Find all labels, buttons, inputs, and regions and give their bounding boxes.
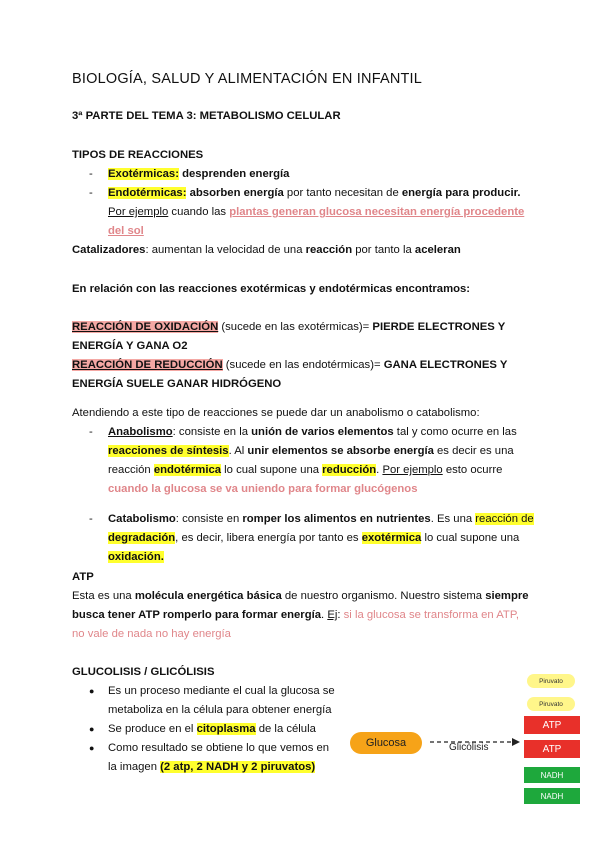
- anabolismo-line-3: reacción endotérmica lo cual supone una reducción. Por ejemplo esto ocurre: [108, 464, 503, 476]
- part-title: 3ª PARTE DEL TEMA 3: METABOLISMO CELULAR: [72, 110, 341, 122]
- atp-box: ATP: [524, 740, 580, 758]
- piruvato-box: Piruvato: [527, 697, 575, 711]
- anabolismo-line-1: Anabolismo: consiste en la unión de varios elementos tal y como ocurre en las: [108, 426, 517, 438]
- atp-line-3: no vale de nada no hay energía: [72, 628, 231, 640]
- atp-box: ATP: [524, 716, 580, 734]
- catabolismo-line-2: degradación, es decir, libera energía por tanto es exotérmica lo cual supone una: [108, 532, 520, 544]
- catabolismo-line-3: oxidación.: [108, 551, 164, 563]
- tipos-heading: TIPOS DE REACCIONES: [72, 149, 204, 161]
- dash-bullet: -: [89, 513, 93, 525]
- dash-bullet: -: [89, 426, 93, 438]
- exotermicas-item: Exotérmicas: desprenden energía: [108, 168, 290, 180]
- relacion-heading: En relación con las reacciones exotérmicas y endotérmicas encontramos:: [72, 283, 471, 295]
- atp-line-1: Esta es una molécula energética básica de nuestro organismo. Nuestro sistema siempre: [72, 590, 529, 602]
- glucolisis-item-3-cont: la imagen (2 atp, 2 NADH y 2 piruvatos): [108, 761, 316, 773]
- piruvato-box: Piruvato: [527, 674, 575, 688]
- dash-bullet: -: [89, 187, 93, 199]
- catalizadores-line: Catalizadores: aumentan la velocidad de una reacción por tanto la aceleran: [72, 244, 461, 256]
- nadh-box: NADH: [524, 788, 580, 804]
- nadh-box: NADH: [524, 767, 580, 783]
- bullet-icon: ●: [89, 686, 95, 696]
- reduccion-line-cont: ENERGÍA SUELE GANAR HIDRÓGENO: [72, 378, 282, 390]
- oxidacion-line: REACCIÓN DE OXIDACIÓN (sucede en las exotérmicas)= PIERDE ELECTRONES Y: [72, 321, 506, 333]
- atp-line-2: busca tener ATP romperlo para formar energía. Ej: si la glucosa se transforma en ATP,: [72, 609, 520, 621]
- glucosa-node: Glucosa: [350, 732, 422, 754]
- glucolisis-item-1-cont: metaboliza en la célula para obtener energía: [108, 704, 332, 716]
- reduccion-line: REACCIÓN DE REDUCCIÓN (sucede en las endotérmicas)= GANA ELECTRONES Y: [72, 359, 508, 371]
- glucolisis-item-1: Es un proceso mediante el cual la glucosa se: [108, 685, 335, 697]
- document-title: BIOLOGÍA, SALUD Y ALIMENTACIÓN EN INFANTIL: [72, 71, 423, 87]
- glucolisis-heading: GLUCOLISIS / GLICÓLISIS: [72, 666, 215, 678]
- atendiendo-line: Atendiendo a este tipo de reacciones se puede dar un anabolismo o catabolismo:: [72, 407, 480, 419]
- bullet-icon: ●: [89, 743, 95, 753]
- anabolismo-line-2: reacciones de síntesis. Al unir elementos se absorbe energía es decir es una: [108, 445, 514, 457]
- glucolisis-item-2: Se produce en el citoplasma de la célula: [108, 723, 316, 735]
- glicolisis-label: Glicólisis: [449, 742, 489, 753]
- oxidacion-line-cont: ENERGÍA Y GANA O2: [72, 340, 188, 352]
- endotermicas-item: Endotérmicas: absorben energía por tanto necesitan de energía para producir.: [108, 187, 521, 199]
- endotermicas-example: Por ejemplo cuando las plantas generan glucosa necesitan energía procedente: [108, 206, 525, 218]
- endotermicas-example-cont: del sol: [108, 225, 144, 237]
- anabolismo-line-4: cuando la glucosa se va uniendo para formar glucógenos: [108, 483, 418, 495]
- dash-bullet: -: [89, 168, 93, 180]
- bullet-icon: ●: [89, 724, 95, 734]
- atp-heading: ATP: [72, 571, 94, 583]
- catabolismo-line-1: Catabolismo: consiste en romper los alimentos en nutrientes. Es una reacción de: [108, 513, 534, 525]
- glucolisis-item-3: Como resultado se obtiene lo que vemos en: [108, 742, 330, 754]
